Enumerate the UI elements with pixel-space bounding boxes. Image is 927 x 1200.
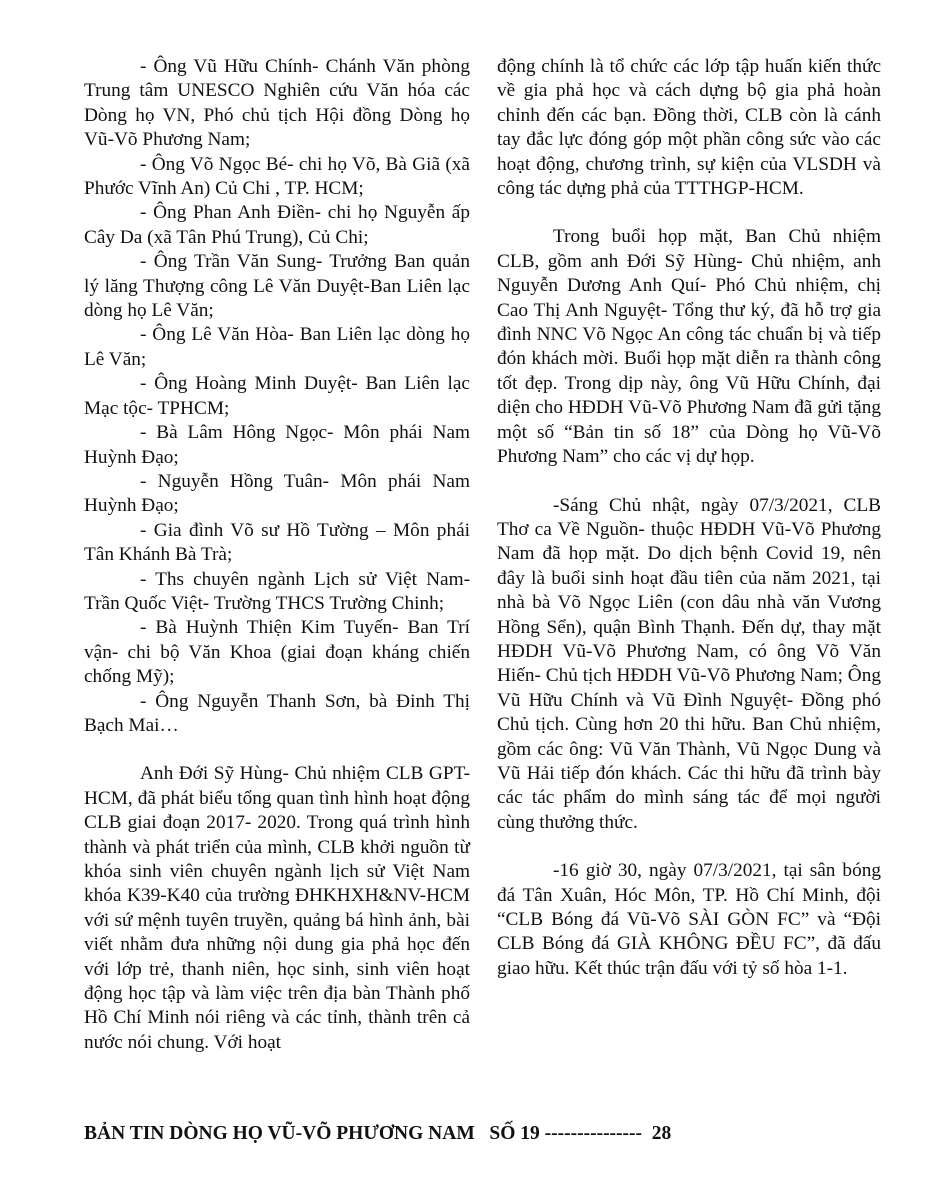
attendee-item: - Ông Hoàng Minh Duyệt- Ban Liên lạc Mạc tộc- TPHCM;: [84, 373, 470, 419]
attendee-item: - Ths chuyên ngành Lịch sử Việt Nam- Trần Quốc Việt- Trường THCS Trường Chinh;: [84, 568, 470, 614]
right-column: [497, 55, 881, 981]
attendee-item: - Gia đình Võ sư Hồ Tường – Môn phái Tân Khánh Bà Trà;: [84, 519, 470, 566]
footer-dashes: ---------------: [544, 1123, 643, 1144]
attendee-item: - Ông Võ Ngọc Bé- chi họ Võ, Bà Giã (xã Phước Vĩnh An) Củ Chi , TP. HCM;: [84, 153, 470, 200]
page-footer: [84, 1122, 884, 1146]
attendee-item: - Ông Nguyễn Thanh Sơn, bà Đinh Thị Bạch Mai…: [84, 690, 470, 736]
left-column: [84, 55, 470, 1055]
publication-title: BẢN TIN DÒNG HỌ VŨ-VÕ PHƯƠNG NAM: [84, 1123, 475, 1144]
issue-number: SỐ 19: [489, 1123, 540, 1144]
page-number: 28: [651, 1123, 672, 1144]
football-paragraph: -16 giờ 30, ngày 07/3/2021, tại sân bóng đá Tân Xuân, Hóc Môn, TP. Hồ Chí Minh, đội “CLB Bóng đá Vũ-Võ SÀI GÒN FC” và “Đội CLB Bóng đá GIÀ KHÔNG ĐỀU FC”, đã đấu giao hữu. Kết thúc trận đấu với tỷ số hòa 1-1.: [497, 860, 881, 979]
club-overview-paragraph: Anh Đới Sỹ Hùng- Chủ nhiệm CLB GPT-HCM, đã phát biểu tổng quan tình hình hoạt động CLB giai đoạn 2017- 2020. Trong quá trình hình thành và phát triển của mình, CLB khởi nguồn từ khóa sinh viên chuyên ngành lịch sử Việt Nam khóa K39-K40 của trường ĐHKHXH&NV-HCM với sứ mệnh tuyên truyền, quảng bá hình ảnh, bài viết nhằm đưa những nội dung gia phả học đến với lớp trẻ, thanh niên, học sinh, sinh viên hoạt động học tập và làm việc trên địa bàn Thành phố Hồ Chí Minh nói riêng và các tỉnh, thành trên cả nước nói chung. Với hoạt: [84, 763, 470, 1053]
attendee-item: - Ông Phan Anh Điền- chi họ Nguyễn ấp Cây Da (xã Tân Phú Trung), Củ Chi;: [84, 202, 470, 248]
attendee-item: - Nguyễn Hồng Tuân- Môn phái Nam Huỳnh Đạo;: [84, 470, 470, 517]
continuation-paragraph: động chính là tổ chức các lớp tập huấn kiến thức về gia phả học và cách dựng bộ gia phả hoàn chỉnh đến các bạn. Đồng thời, CLB còn là cánh tay đắc lực đóng góp một phần công sức vào các hoạt động, chương trình, sự kiện của VLSDH và công tác dựng phả của TTTHGP-HCM.: [497, 56, 881, 200]
attendee-item: - Bà Lâm Hông Ngọc- Môn phái Nam Huỳnh Đạo;: [84, 422, 470, 468]
poetry-club-paragraph: -Sáng Chủ nhật, ngày 07/3/2021, CLB Thơ ca Về Nguồn- thuộc HĐDH Vũ-Võ Phương Nam đã họp mặt. Do dịch bệnh Covid 19, nên đây là buổi sinh hoạt đầu tiên của năm 2021, tại nhà bà Võ Ngọc Liên (con dâu nhà văn Vương Hồng Sển), quận Bình Thạnh. Đến dự, thay mặt HĐDH Vũ-Võ Phương Nam, có ông Võ Văn Hiến- Chủ tịch HĐDH Vũ-Võ Phương Nam; Ông Vũ Hữu Chính và Vũ Đình Nguyệt- Đồng phó Chủ tịch. Cùng hơn 20 thi hữu. Ban Chủ nhiệm, gồm các ông: Vũ Văn Thành, Vũ Ngọc Dung và Vũ Hải tiếp đón khách. Các thi hữu đã trình bày các tác phẩm do mình sáng tác để mọi người cùng thưởng thức.: [497, 494, 881, 833]
attendee-item: - Ông Vũ Hữu Chính- Chánh Văn phòng Trung tâm UNESCO Nghiên cứu Văn hóa các Dòng họ VN, Phó chủ tịch Hội đồng Dòng họ Vũ-Võ Phương Nam;: [84, 56, 470, 151]
attendee-item: - Ông Lê Văn Hòa- Ban Liên lạc dòng họ Lê Văn;: [84, 324, 470, 370]
attendee-item: - Ông Trần Văn Sung- Trưởng Ban quản lý lăng Thượng công Lê Văn Duyệt-Ban Liên lạc dòng họ Lê Văn;: [84, 251, 470, 322]
meeting-paragraph: Trong buổi họp mặt, Ban Chủ nhiệm CLB, gồm anh Đới Sỹ Hùng- Chủ nhiệm, anh Nguyễn Dương Anh Quí- Phó Chủ nhiệm, chị Cao Thị Anh Nguyệt- Tổng thư ký, đã hỗ trợ gia đình NNC Võ Ngọc An công tác chuẩn bị và tiếp đón khách mời. Buổi họp mặt diễn ra thành công tốt đẹp. Trong dịp này, ông Vũ Hữu Chính, đại diện cho HĐDH Vũ-Võ Phương Nam đã gửi tặng một số “Bản tin số 18” của Dòng họ Vũ-Võ Phương Nam” cho các vị dự họp.: [497, 226, 881, 468]
attendee-item: - Bà Huỳnh Thiện Kim Tuyến- Ban Trí vận- chi bộ Văn Khoa (giai đoạn kháng chiến chống Mỹ);: [84, 617, 470, 688]
